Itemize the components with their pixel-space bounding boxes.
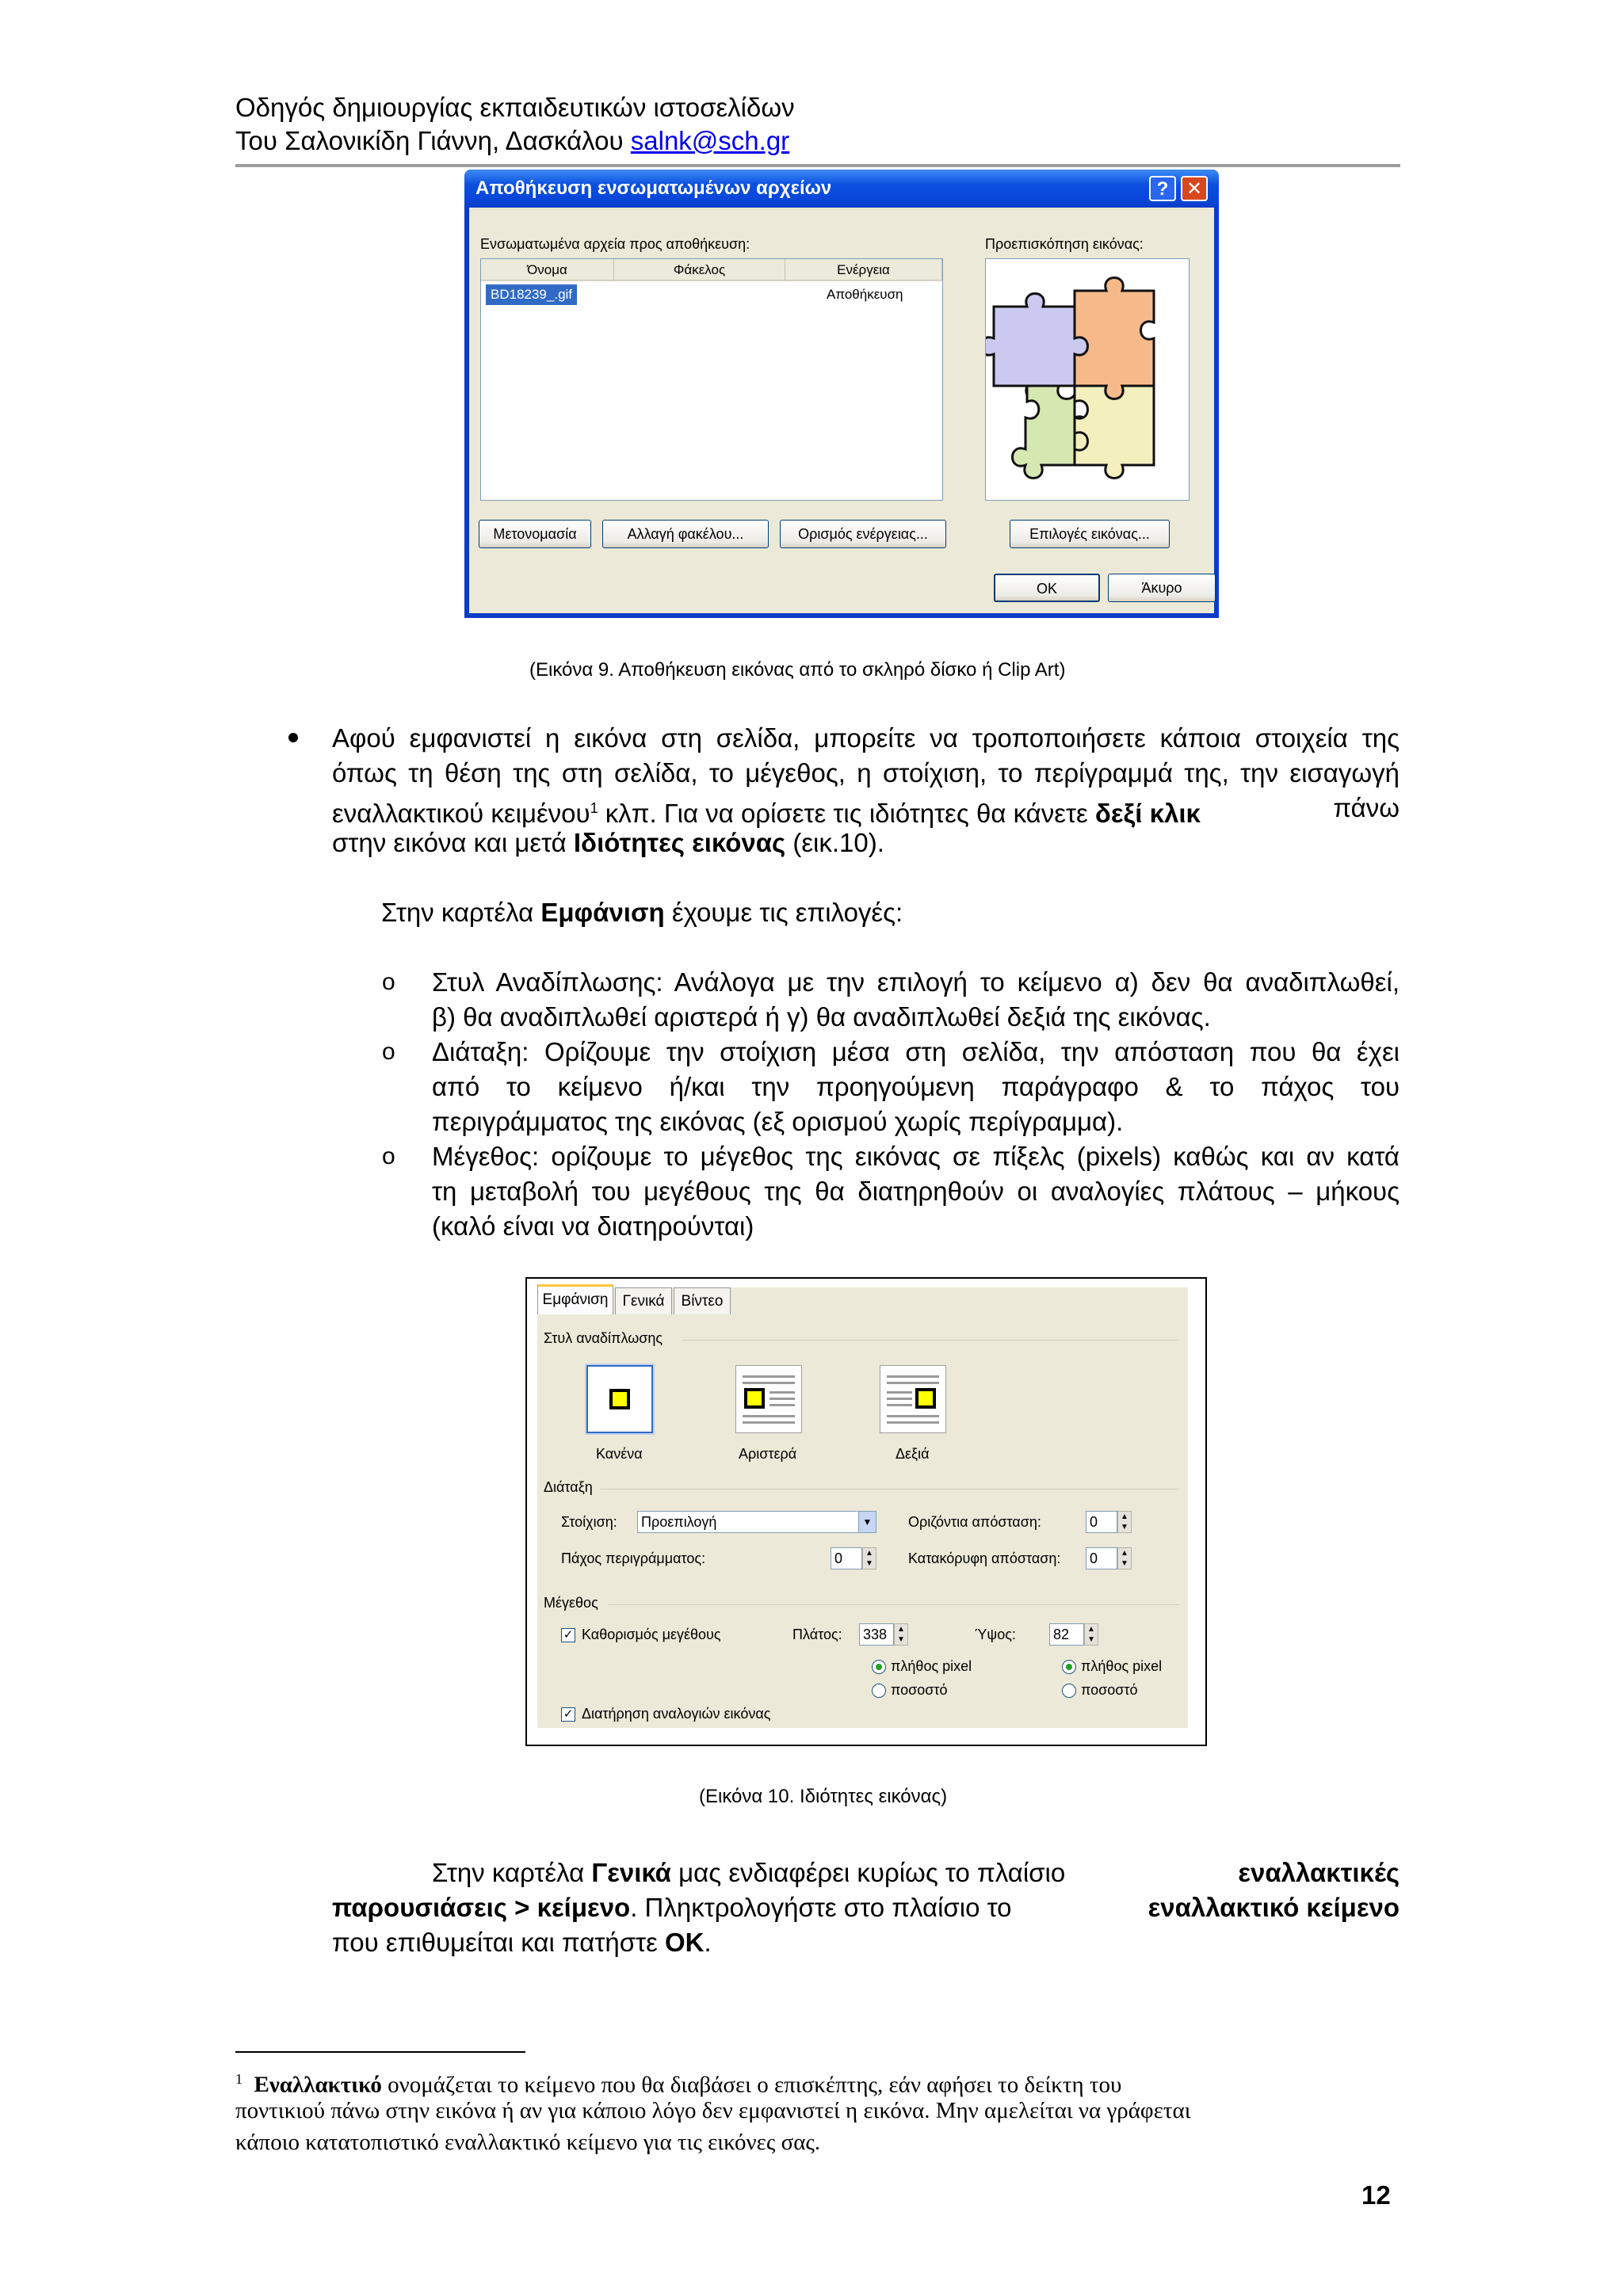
sub-bullet-2-line-1: Διάταξη: Ορίζουμε την στοίχιση μέσα στη σελίδα, την απόσταση που θα έχει [432, 1037, 1400, 1066]
text-line [887, 1375, 939, 1378]
alignment-value: Προεπιλογή [641, 1514, 717, 1530]
text-line [769, 1398, 795, 1400]
text-line [743, 1415, 795, 1417]
tab-appearance[interactable]: Εμφάνιση [537, 1284, 613, 1314]
wrap-right-icon [915, 1388, 936, 1409]
height-spinner[interactable]: ▲ ▼ [1084, 1623, 1098, 1646]
text-line [769, 1404, 795, 1406]
header-title: Οδηγός δημιουργίας εκπαιδευτικών ιστοσελίδων [235, 93, 795, 122]
text-line [743, 1382, 795, 1384]
width-spinner[interactable]: ▲ ▼ [894, 1623, 908, 1646]
height-percent-radio[interactable] [1062, 1684, 1076, 1698]
file-row-name[interactable]: BD18239_.gif [486, 284, 577, 305]
height-pixels-label: πλήθος pixel [1081, 1658, 1163, 1674]
sub-bullet-marker-1: o [382, 969, 395, 995]
sub-bullet-3-line-2: τη μεταβολή του μεγέθους της θα διατηρηθούν οι αναλογίες πλάτους – μήκους [432, 1177, 1400, 1206]
general-line-2 [332, 1890, 1400, 1925]
general-line-1 [432, 1855, 1400, 1890]
text-line [887, 1421, 939, 1424]
sub-bullet-marker-2: o [382, 1039, 395, 1065]
image-preview-box [985, 258, 1190, 501]
general-line-1-text [432, 1855, 1065, 1890]
file-row-action: Αποθήκευση [827, 287, 903, 302]
tab-video[interactable]: Βίντεο [674, 1287, 731, 1314]
sub-bullet-3-line-3: (καλό είναι να διατηρούνται) [432, 1211, 754, 1241]
horizontal-spacing-input[interactable]: 0 [1086, 1511, 1117, 1533]
wrap-none-icon [609, 1389, 630, 1409]
text-then: στην εικόνα και μετά [332, 828, 574, 857]
change-folder-button[interactable]: Αλλαγή φακέλου... [602, 520, 769, 548]
footnote-divider [235, 2051, 525, 2053]
text-line [887, 1415, 939, 1417]
text-type: . Πληκτρολογήστε στο πλαίσιο το [630, 1893, 1012, 1922]
text-line [887, 1391, 912, 1394]
height-percent-label: ποσοστό [1081, 1682, 1138, 1698]
image-preview-label: Προεπισκόπηση εικόνας: [985, 236, 1144, 252]
wrap-group-line [682, 1340, 1179, 1341]
width-label: Πλάτος: [792, 1627, 842, 1642]
width-pixels-radio[interactable] [872, 1660, 886, 1674]
image-options-button[interactable]: Επιλογές εικόνας... [1010, 520, 1170, 548]
figure-10-caption: (Εικόνα 10. Ιδιότητες εικόνας) [699, 1786, 948, 1807]
body-line-2: όπως τη θέση της στη σελίδα, το μέγεθος, η στοίχιση, το περίγραμμά της, την εισαγωγή [332, 758, 1400, 788]
alignment-dropdown[interactable] [637, 1511, 876, 1533]
image-properties-dialog [537, 1287, 1188, 1728]
text-interest: μας ενδιαφέρει κυρίως το πλαίσιο [670, 1858, 1066, 1887]
wrap-left-label: Αριστερά [739, 1446, 797, 1462]
text-ok: OK [665, 1928, 705, 1957]
page-number: 12 [1361, 2180, 1391, 2210]
intro-suffix: έχουμε τις επιλογές: [664, 898, 903, 927]
wrap-group-label: Στυλ αναδίπλωσης [544, 1330, 663, 1346]
border-thickness-input[interactable]: 0 [831, 1547, 862, 1569]
tab-general[interactable]: Γενικά [615, 1287, 672, 1314]
column-header-name[interactable]: Όνομα [481, 259, 614, 281]
author-email-link[interactable]: salnk@sch.gr [630, 126, 790, 155]
horizontal-spacing-label: Οριζόντια απόσταση: [908, 1514, 1041, 1530]
wrap-left-option[interactable] [735, 1365, 802, 1433]
text-image-properties: Ιδιότητες εικόνας [573, 828, 786, 857]
text-press: που επιθυμείται και πατήστε [332, 1928, 666, 1957]
text-alt-text-bold: εναλλακτικό κείμενο [1148, 1893, 1400, 1922]
body-line-1: Αφού εμφανιστεί η εικόνα στη σελίδα, μπορείτε να τροποποιήσετε κάποια στοιχεία της [332, 723, 1400, 753]
footnote-line-2: ποντικιού πάνω στην εικόνα ή αν για κάποιο λόγο δεν εμφανιστεί η εικόνα. Μην αμελείται να γράφεται [235, 2098, 1191, 2123]
sub-bullet-marker-3: o [382, 1143, 395, 1169]
sub-bullet-3-line-1: Μέγεθος: ορίζουμε το μέγεθος της εικόνας σε πίξελς (pixels) καθώς και αν κατά [432, 1142, 1400, 1171]
specify-size-checkbox[interactable]: ✓ [561, 1628, 575, 1642]
save-embedded-files-dialog [464, 170, 1219, 618]
text-general: Γενικά [591, 1858, 671, 1887]
puzzle-piece-orange [1075, 278, 1154, 399]
text-line [769, 1391, 795, 1394]
alignment-label: Στοίχιση: [561, 1514, 617, 1530]
size-group-line [609, 1604, 1179, 1605]
width-input[interactable]: 338 [859, 1623, 894, 1646]
column-header-action[interactable]: Ενέργεια [785, 259, 942, 281]
footnote-line-3: κάποιο κατατοπιστικό εναλλακτικό κείμενο για τις εικόνες σας. [235, 2130, 821, 2155]
text-right-click: δεξί κλικ [1094, 799, 1201, 828]
vertical-spacing-label: Κατακόρυφη απόσταση: [908, 1550, 1061, 1566]
keep-aspect-ratio-checkbox[interactable]: ✓ [561, 1707, 575, 1722]
set-action-button[interactable]: Ορισμός ενέργειας... [780, 520, 946, 548]
header-author [235, 125, 789, 157]
height-pixels-radio[interactable] [1062, 1660, 1076, 1674]
vertical-spacing-input[interactable]: 0 [1086, 1547, 1117, 1569]
puzzle-piece-purple [986, 294, 1088, 399]
keep-aspect-ratio-label: Διατήρηση αναλογιών εικόνας [582, 1706, 771, 1722]
intro-prefix: Στην καρτέλα [381, 898, 541, 927]
bullet-marker [288, 733, 298, 742]
text-line [743, 1375, 795, 1378]
embedded-files-list[interactable] [480, 258, 943, 501]
text-in-tab: Στην καρτέλα [432, 1858, 592, 1887]
border-thickness-label: Πάχος περιγράμματος: [561, 1550, 706, 1566]
wrap-none-label: Κανένα [596, 1446, 643, 1462]
close-button[interactable]: ✕ [1181, 176, 1208, 201]
text-line [887, 1398, 912, 1400]
footnote-text-1: ονομάζεται το κείμενο που θα διαβάσει ο επισκέπτης, εάν αφήσει το δείκτη του [381, 2072, 1122, 2098]
footnote-term: Εναλλακτικό [254, 2072, 382, 2098]
puzzle-preview-image [986, 259, 1189, 500]
puzzle-piece-yellow [1075, 386, 1154, 479]
help-button[interactable]: ? [1149, 176, 1176, 201]
figure-9-caption: (Εικόνα 9. Αποθήκευση εικόνας από το σκληρό δίσκο ή Clip Art) [529, 659, 1066, 681]
sub-bullet-1-line-2: β) θα αναδιπλωθεί αριστερά ή γ) θα αναδιπλωθεί δεξιά της εικόνας. [432, 1002, 1211, 1032]
text-line [887, 1404, 912, 1406]
text-presentations: παρουσιάσεις > κείμενο [332, 1893, 631, 1922]
dialog-title: Αποθήκευση ενσωματωμένων αρχείων [475, 177, 832, 199]
dialog-body [469, 208, 1214, 613]
footnote-number: 1 [235, 2071, 242, 2087]
wrap-right-label: Δεξιά [896, 1446, 930, 1462]
border-thickness-spinner[interactable]: ▲ ▼ [862, 1547, 876, 1569]
text-alternative: εναλλακτικές [1238, 1858, 1400, 1887]
header-author-text: Του Σαλονικίδη Γιάννη, Δασκάλου [235, 126, 631, 155]
appearance-intro [381, 895, 903, 930]
footnote-ref[interactable]: 1 [590, 800, 598, 816]
chevron-down-icon[interactable]: ▼ [858, 1512, 876, 1532]
wrap-none-option[interactable] [586, 1365, 653, 1433]
text-properties: κλπ. Για να ορίσετε τις ιδιότητες θα κάνετε [598, 799, 1095, 828]
column-header-folder[interactable]: Φάκελος [614, 259, 785, 281]
intro-tab-name: Εμφάνιση [540, 898, 665, 927]
height-label: Ύψος: [975, 1627, 1016, 1642]
width-percent-label: ποσοστό [891, 1682, 948, 1698]
width-percent-radio[interactable] [872, 1684, 886, 1698]
sub-bullet-2-line-2: από το κείμενο ή/και την προηγούμενη παράγραφο & το πάχος του [432, 1072, 1400, 1101]
sub-bullet-2-line-3: περιγράμματος της εικόνας (εξ ορισμού χωρίς περίγραμμα). [432, 1107, 1124, 1136]
general-line-3 [332, 1925, 712, 1960]
horizontal-spacing-spinner[interactable]: ▲ ▼ [1117, 1511, 1132, 1533]
header-divider [235, 164, 1400, 167]
body-line-4 [332, 826, 884, 860]
dialog-title-bar [464, 170, 1219, 208]
wrap-right-option[interactable] [880, 1365, 946, 1433]
sub-bullet-1-line-1: Στυλ Αναδίπλωσης: Ανάλογα με την επιλογή το κείμενο α) δεν θα αναδιπλωθεί, [432, 967, 1400, 997]
specify-size-label: Καθορισμός μεγέθους [582, 1627, 721, 1642]
height-input[interactable]: 82 [1049, 1623, 1084, 1646]
text-alt-text: εναλλακτικού κειμένου [332, 799, 590, 828]
rename-button[interactable]: Μετονομασία [479, 520, 591, 548]
text-line [743, 1421, 795, 1424]
text-fig-ref: (εικ.10). [785, 828, 884, 857]
text-line [887, 1382, 939, 1384]
cancel-button[interactable]: Άκυρο [1108, 574, 1216, 602]
text-period: . [704, 1928, 712, 1957]
general-line-2-text [332, 1890, 1012, 1925]
vertical-spacing-spinner[interactable]: ▲ ▼ [1117, 1547, 1132, 1569]
size-group-label: Μέγεθος [544, 1595, 598, 1611]
layout-group-label: Διάταξη [544, 1479, 593, 1495]
wrap-left-icon [744, 1388, 765, 1409]
text-over: πάνω [1333, 793, 1400, 822]
embedded-files-label: Ενσωματωμένα αρχεία προς αποθήκευση: [480, 236, 750, 252]
ok-button[interactable]: OK [994, 574, 1100, 602]
width-pixels-label: πλήθος pixel [891, 1658, 972, 1674]
